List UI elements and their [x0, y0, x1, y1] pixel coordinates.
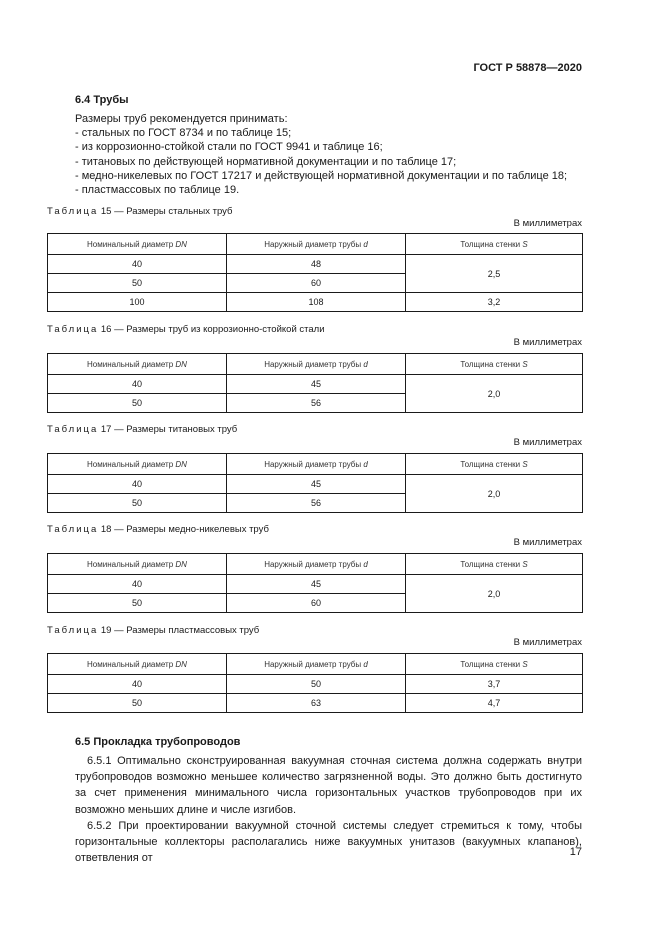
col-d: Наружный диаметр трубы d — [227, 234, 406, 255]
section-6-5-title: 6.5 Прокладка трубопроводов — [75, 736, 241, 748]
pipe-materials-list — [75, 126, 567, 197]
table-row — [48, 694, 583, 713]
col-s: Толщина стенки S — [406, 234, 583, 255]
cell-s: 2,5 — [406, 255, 583, 293]
list-item: - из коррозионно-стойкой стали по ГОСТ 9941 и таблице 16; — [75, 141, 383, 154]
cell-d: 108 — [227, 293, 406, 312]
table-18-caption: Таблица 18 — Размеры медно-никелевых труб — [47, 524, 269, 535]
table-19 — [47, 653, 583, 713]
cell-dn: 100 — [48, 293, 227, 312]
cell-s: 2,0 — [406, 575, 583, 613]
cell-d: 50 — [227, 675, 406, 694]
table-17 — [47, 453, 583, 513]
cell-dn: 50 — [48, 394, 227, 413]
list-item: - медно-никелевых по ГОСТ 17217 и действующей нормативной документации и по таблице 18; — [75, 169, 568, 182]
cell-dn: 40 — [48, 675, 227, 694]
table-row — [48, 575, 583, 594]
list-item: - титановых по действующей нормативной документации и по таблице 17; — [75, 155, 457, 168]
table-row — [48, 255, 583, 274]
cell-dn: 50 — [48, 274, 227, 293]
paragraph-6-5-1: 6.5.1 Оптимально сконструированная вакуумная сточная система должна содержать внутри трубопроводов возможно меньшее количество загрязненной воды. Это должно быть достигнуто за счет применения минимального числа горизонтальных участков трубопроводов при их возможно меньших длине и числе изгибов. — [75, 755, 582, 816]
cell-s: 2,0 — [406, 375, 583, 413]
list-item: - пластмассовых по таблице 19. — [75, 184, 240, 197]
paragraph-6-5-2: 6.5.2 При проектировании вакуумной сточной системы следует стремиться к тому, чтобы горизонтальные коллекторы располагались ниже вакуумных унитазов (вакуумных клапанов), ответвления от — [75, 819, 582, 865]
table-row — [48, 475, 583, 494]
col-s: Толщина стенки S — [406, 554, 583, 575]
cell-s: 3,2 — [406, 293, 583, 312]
table-19-unit: В миллиметрах — [513, 637, 582, 648]
cell-s: 2,0 — [406, 475, 583, 513]
table-header-row — [48, 654, 583, 675]
section-6-5-body — [75, 753, 582, 866]
table-header-row — [48, 234, 583, 255]
table-row — [48, 375, 583, 394]
col-dn: Номинальный диаметр DN — [48, 454, 227, 475]
cell-d: 45 — [227, 375, 406, 394]
cell-d: 60 — [227, 594, 406, 613]
cell-dn: 40 — [48, 575, 227, 594]
standard-number: ГОСТ Р 58878—2020 — [473, 62, 582, 74]
col-d: Наружный диаметр трубы d — [227, 554, 406, 575]
cell-dn: 40 — [48, 475, 227, 494]
page-number: 17 — [569, 846, 582, 858]
table-17-unit: В миллиметрах — [513, 437, 582, 448]
col-dn: Номинальный диаметр DN — [48, 554, 227, 575]
cell-d: 60 — [227, 274, 406, 293]
cell-dn: 40 — [48, 255, 227, 274]
cell-d: 45 — [227, 475, 406, 494]
cell-d: 56 — [227, 494, 406, 513]
cell-dn: 50 — [48, 594, 227, 613]
table-row — [48, 293, 583, 312]
table-header-row — [48, 354, 583, 375]
table-15-caption: Таблица 15 — Размеры стальных труб — [47, 206, 233, 217]
col-d: Наружный диаметр трубы d — [227, 654, 406, 675]
cell-s: 3,7 — [406, 675, 583, 694]
col-dn: Номинальный диаметр DN — [48, 234, 227, 255]
table-15 — [47, 233, 583, 312]
section-6-4-intro: Размеры труб рекомендуется принимать: — [75, 113, 288, 125]
section-6-4-title: 6.4 Трубы — [75, 94, 129, 106]
table-18 — [47, 553, 583, 613]
table-17-caption: Таблица 17 — Размеры титановых труб — [47, 424, 238, 435]
col-dn: Номинальный диаметр DN — [48, 354, 227, 375]
cell-dn: 50 — [48, 494, 227, 513]
cell-dn: 50 — [48, 694, 227, 713]
col-d: Наружный диаметр трубы d — [227, 454, 406, 475]
cell-d: 48 — [227, 255, 406, 274]
cell-d: 56 — [227, 394, 406, 413]
table-header-row — [48, 554, 583, 575]
col-s: Толщина стенки S — [406, 654, 583, 675]
cell-d: 63 — [227, 694, 406, 713]
col-s: Толщина стенки S — [406, 454, 583, 475]
col-d: Наружный диаметр трубы d — [227, 354, 406, 375]
cell-d: 45 — [227, 575, 406, 594]
table-16 — [47, 353, 583, 413]
table-16-unit: В миллиметрах — [513, 337, 582, 348]
table-19-caption: Таблица 19 — Размеры пластмассовых труб — [47, 625, 260, 636]
section-6-4-body — [75, 112, 567, 197]
table-18-unit: В миллиметрах — [513, 537, 582, 548]
col-s: Толщина стенки S — [406, 354, 583, 375]
cell-dn: 40 — [48, 375, 227, 394]
table-16-caption: Таблица 16 — Размеры труб из коррозионно-стойкой стали — [47, 324, 325, 335]
table-15-unit: В миллиметрах — [513, 218, 582, 229]
table-row — [48, 675, 583, 694]
list-item: - стальных по ГОСТ 8734 и по таблице 15; — [75, 127, 292, 140]
cell-s: 4,7 — [406, 694, 583, 713]
col-dn: Номинальный диаметр DN — [48, 654, 227, 675]
table-header-row — [48, 454, 583, 475]
